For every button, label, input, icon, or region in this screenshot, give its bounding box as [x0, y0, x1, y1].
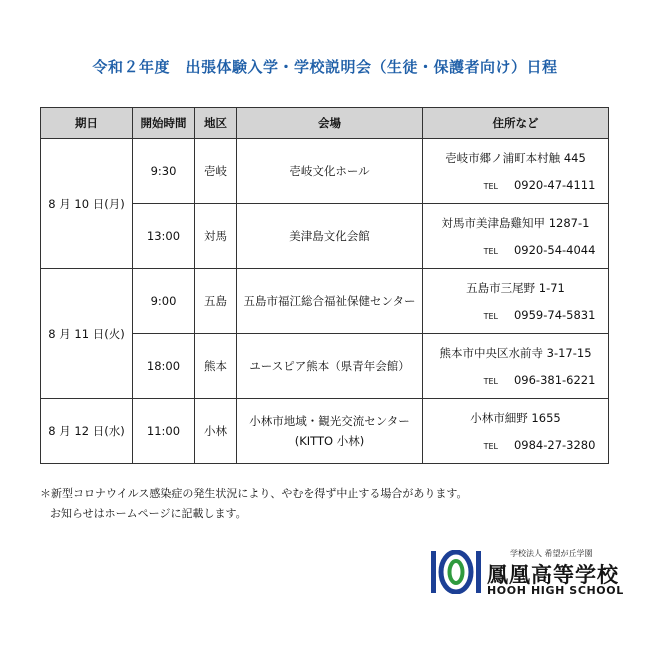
address-text: 対馬市美津島雞知甲 1287-1 [441, 216, 590, 230]
tel-mark: TEL [483, 182, 498, 191]
venue-name: 美津島文化会館 [289, 229, 370, 243]
venue-cell [237, 399, 423, 464]
tel-line [423, 373, 608, 387]
tel-mark: TEL [483, 312, 498, 321]
tel-number: 0920-54-4044 [513, 243, 596, 257]
venue-cell [237, 269, 423, 334]
venue-name: ユースピア熊本（県青年会館） [249, 359, 410, 373]
table-row [41, 269, 609, 334]
venue-name-sub: (KITTO 小林) [294, 434, 365, 448]
tel-number: 096-381-6221 [513, 373, 596, 387]
tel-mark: TEL [483, 442, 498, 451]
logo-english: HOOH HIGH SCHOOL [487, 584, 624, 597]
tel-line [423, 178, 608, 192]
note-line: お知らせはホームページに記載します。 [50, 507, 247, 520]
school-emblem-icon [430, 550, 482, 594]
address-text: 小林市細野 1655 [470, 411, 561, 425]
header-area: 地区 [195, 108, 237, 139]
table-row [41, 139, 609, 204]
tel-number: 0959-74-5831 [513, 308, 596, 322]
logo-subtitle: 学校法人 希望が丘学園 [510, 549, 593, 558]
date-cell: 8 月 11 日(火) [41, 269, 133, 399]
tel-number: 0984-27-3280 [513, 438, 596, 452]
tel-mark: TEL [483, 377, 498, 386]
header-venue: 会場 [237, 108, 423, 139]
area-cell: 小林 [195, 399, 237, 464]
venue-cell [237, 204, 423, 269]
time-cell: 11:00 [133, 399, 195, 464]
address-text: 熊本市中央区水前寺 3-17-15 [439, 346, 592, 360]
address-text: 壱岐市郷ノ浦町本村触 445 [445, 151, 586, 165]
venue-name: 小林市地域・観光交流センター [249, 414, 410, 428]
notes [40, 484, 467, 524]
header-address: 住所など [423, 108, 609, 139]
tel-number: 0920-47-4111 [513, 178, 596, 192]
note-line: ＊新型コロナウイルス感染症の発生状況により、やむを得ず中止する場合があります。 [40, 487, 468, 500]
tel-line [423, 308, 608, 322]
tel-line [423, 243, 608, 257]
table-row [41, 399, 609, 464]
schedule-table [40, 107, 609, 464]
tel-mark: TEL [483, 247, 498, 256]
venue-name: 五島市福江総合福祉保健センター [243, 294, 416, 308]
time-cell: 9:30 [133, 139, 195, 204]
page-title: 令和２年度 出張体験入学・学校説明会（生徒・保護者向け）日程 [92, 58, 558, 76]
venue-cell [237, 334, 423, 399]
area-cell: 壱岐 [195, 139, 237, 204]
address-cell [423, 139, 609, 204]
logo-name: 鳳凰高等学校 [487, 563, 619, 587]
date-cell: 8 月 10 日(月) [41, 139, 133, 269]
area-cell: 五島 [195, 269, 237, 334]
venue-name: 壱岐文化ホール [289, 164, 370, 178]
area-cell: 対馬 [195, 204, 237, 269]
time-cell: 13:00 [133, 204, 195, 269]
address-cell [423, 334, 609, 399]
header-date: 期日 [41, 108, 133, 139]
venue-cell [237, 139, 423, 204]
time-cell: 9:00 [133, 269, 195, 334]
address-cell [423, 204, 609, 269]
address-cell [423, 269, 609, 334]
address-cell [423, 399, 609, 464]
header-time: 開始時間 [133, 108, 195, 139]
table-header-row [41, 108, 609, 139]
address-text: 五島市三尾野 1-71 [466, 281, 565, 295]
time-cell: 18:00 [133, 334, 195, 399]
tel-line [423, 438, 608, 452]
school-logo [430, 548, 624, 598]
date-cell: 8 月 12 日(水) [41, 399, 133, 464]
area-cell: 熊本 [195, 334, 237, 399]
